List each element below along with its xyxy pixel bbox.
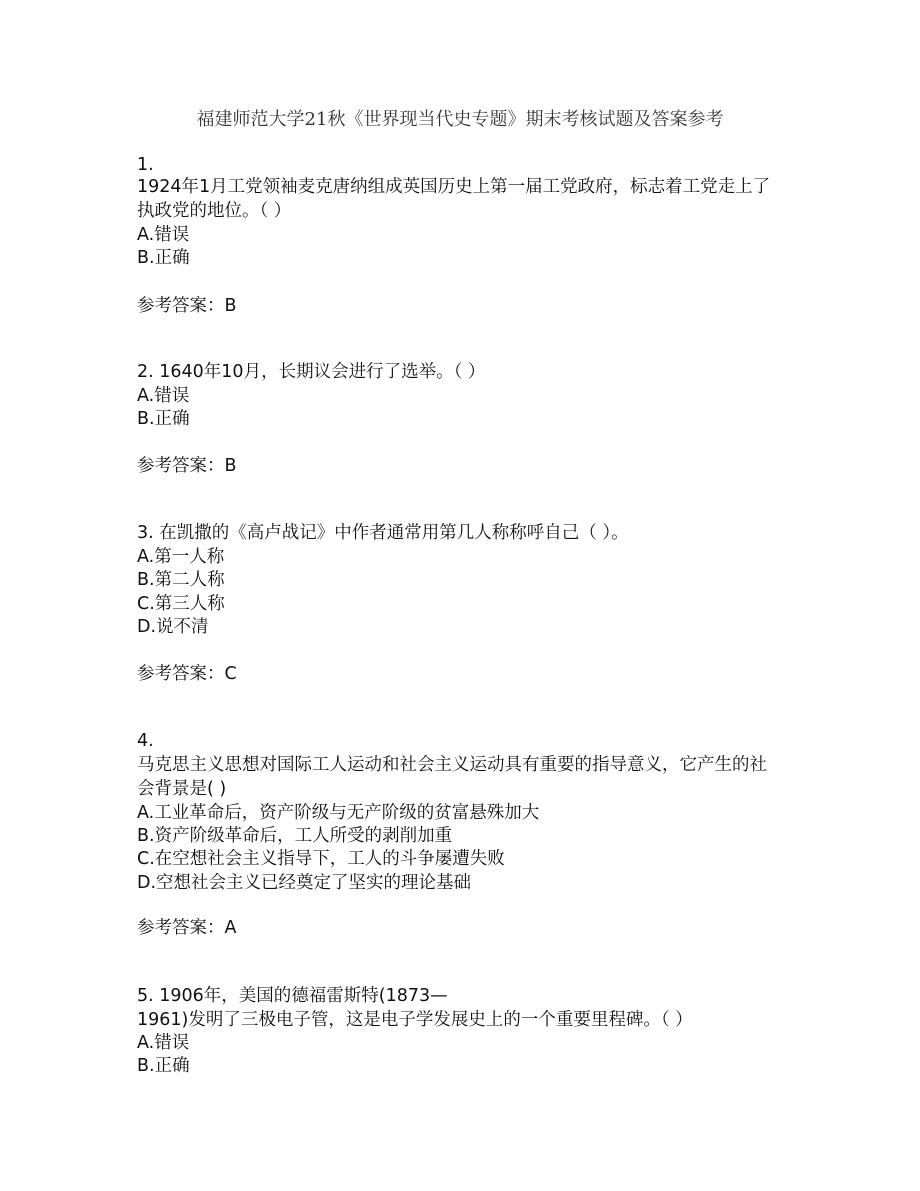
question-text: 1924年1月工党领袖麦克唐纳组成英国历史上第一届工党政府，标志着工党走上了: [137, 177, 771, 197]
option-d: D.空想社会主义已经奠定了坚实的理论基础: [137, 873, 472, 893]
option-b: B.第二人称: [137, 570, 225, 590]
question-number: 4.: [137, 731, 154, 751]
option-a: A.错误: [137, 1033, 190, 1053]
option-c: C.第三人称: [137, 594, 225, 614]
question-text: 会背景是( ): [137, 779, 227, 799]
document-title: 福建师范大学21秋《世界现当代史专题》期末考核试题及答案参考: [196, 109, 724, 130]
question-text: 3. 在凯撒的《高卢战记》中作者通常用第几人称称呼自己（ ）。: [137, 523, 629, 543]
option-a: A.工业革命后，资产阶级与无产阶级的贫富悬殊加大: [137, 803, 540, 823]
option-d: D.说不清: [137, 617, 209, 637]
reference-answer: 参考答案：B: [137, 456, 237, 476]
question-text: 2. 1640年10月，长期议会进行了选举。（ ）: [137, 362, 486, 382]
reference-answer: 参考答案：A: [137, 918, 237, 938]
reference-answer: 参考答案：B: [137, 296, 237, 316]
reference-answer: 参考答案：C: [137, 664, 237, 684]
question-text: 1961)发明了三极电子管，这是电子学发展史上的一个重要里程碑。（ ）: [137, 1010, 693, 1030]
option-c: C.在空想社会主义指导下，工人的斗争屡遭失败: [137, 849, 505, 869]
question-number: 1.: [137, 155, 154, 175]
option-b: B.正确: [137, 409, 190, 429]
question-text: 马克思主义思想对国际工人运动和社会主义运动具有重要的指导意义，它产生的社: [137, 755, 767, 775]
option-a: A.错误: [137, 386, 190, 406]
option-b: B.正确: [137, 248, 190, 268]
option-b: B.正确: [137, 1056, 190, 1076]
question-text: 5. 1906年，美国的德福雷斯特(1873—: [137, 986, 448, 1006]
option-a: A.错误: [137, 225, 190, 245]
option-b: B.资产阶级革命后，工人所受的剥削加重: [137, 826, 453, 846]
option-a: A.第一人称: [137, 547, 225, 567]
question-text: 执政党的地位。（ ）: [137, 201, 292, 221]
